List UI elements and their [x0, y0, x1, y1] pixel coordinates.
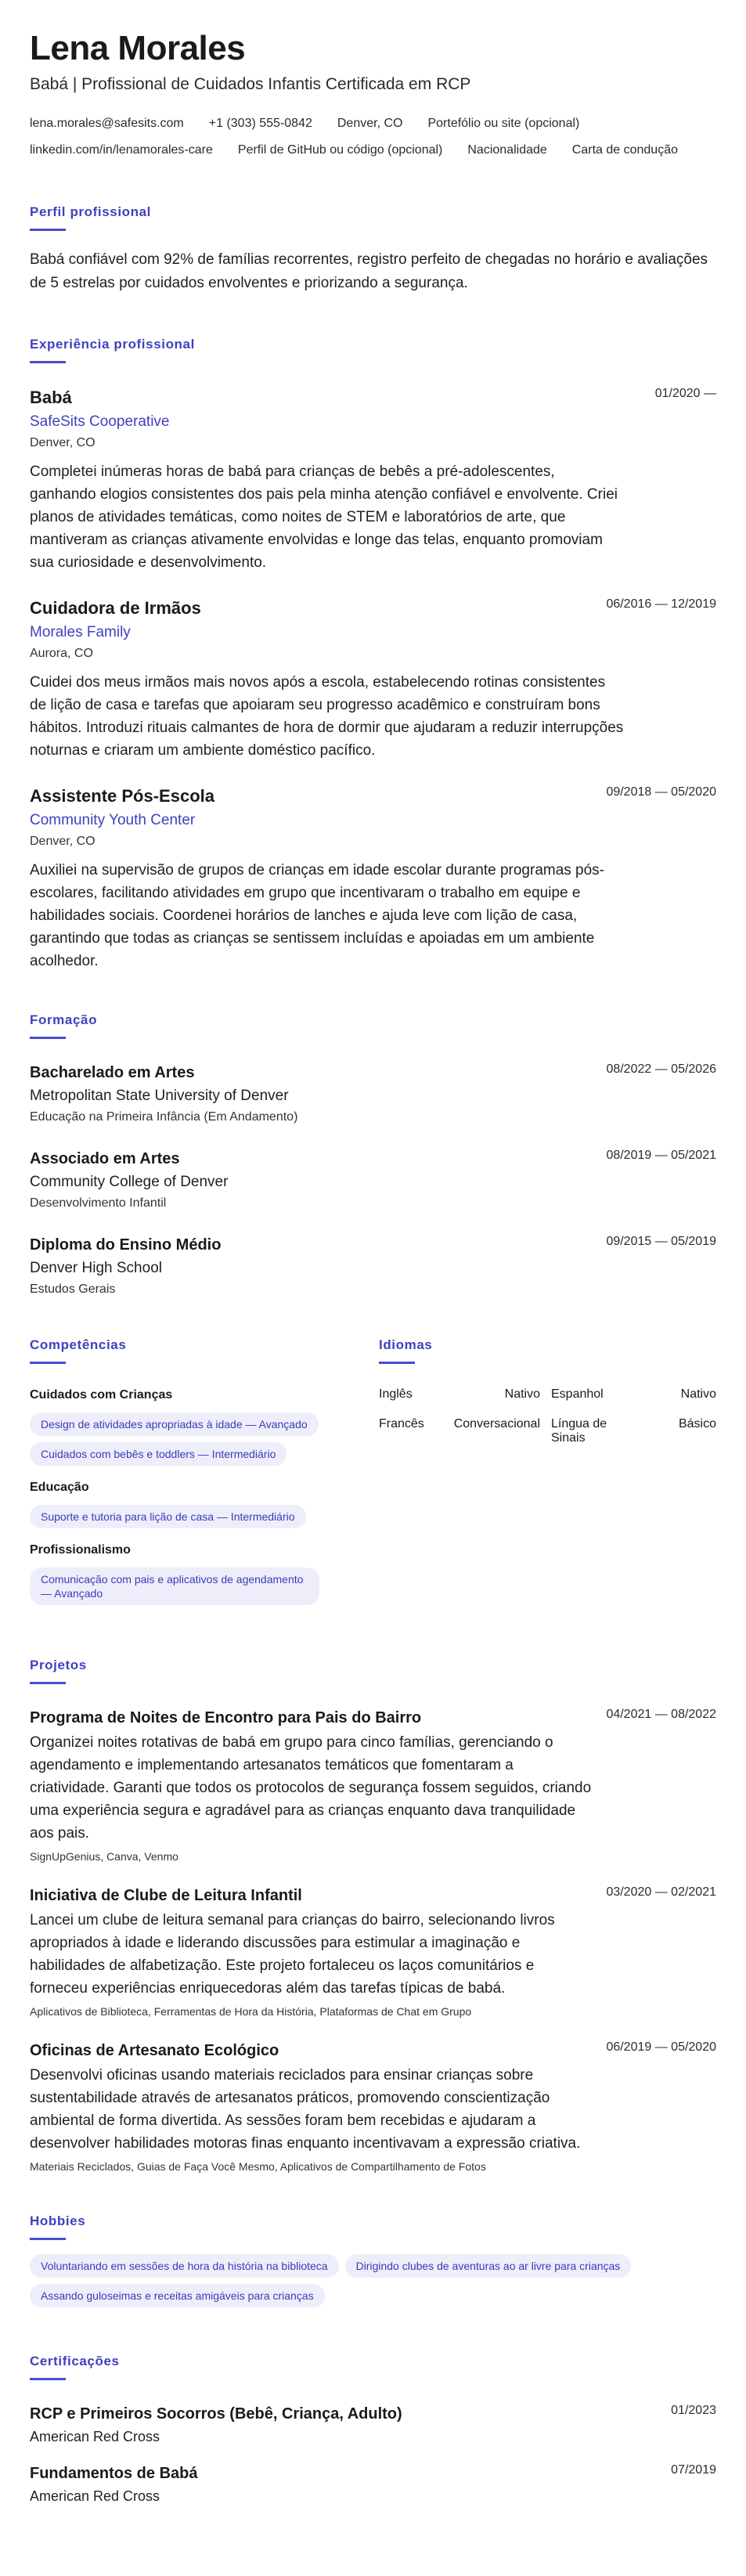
hobby-chips	[30, 2254, 703, 2314]
certification-entry	[30, 2463, 716, 2506]
education-entry	[30, 1063, 716, 1125]
language-level: Básico	[678, 1417, 716, 1431]
summary-text: Babá confiável com 92% de famílias recorrentes, registro perfeito de chegadas no horário e avaliações de 5 estrelas por cuidados envolventes e priorizando a segurança.	[30, 251, 708, 291]
skill-chip: Comunicação com pais e aplicativos de agendamento — Avançado	[30, 1568, 319, 1605]
section-title-projects: Projetos	[30, 1658, 87, 1672]
candidate-name: Lena Morales	[30, 29, 246, 67]
language-name: Língua de Sinais	[551, 1417, 607, 1445]
project-date: 06/2019 — 05/2020	[606, 2040, 716, 2054]
candidate-headline: Babá | Profissional de Cuidados Infantis Certificada em RCP	[30, 75, 471, 93]
section-divider	[30, 1362, 66, 1364]
experience-entry	[30, 785, 716, 972]
language-name: Francês	[379, 1417, 424, 1431]
skill-group-title: Cuidados com Crianças	[30, 1388, 173, 1402]
education-entry	[30, 1235, 716, 1297]
section-divider	[30, 229, 66, 231]
certification-issuer: American Red Cross	[30, 2488, 160, 2504]
contact-info	[30, 116, 716, 169]
hobbies-section	[30, 2213, 716, 2314]
contact-linkedin[interactable]: linkedin.com/in/lenamorales-care	[30, 143, 213, 157]
projects-section	[30, 1657, 716, 2174]
project-date: 03/2020 — 02/2021	[606, 1885, 716, 1899]
skill-group	[30, 1480, 379, 1535]
education-date: 08/2022 — 05/2026	[606, 1063, 716, 1076]
experience-title: Assistente Pós-Escola	[30, 786, 214, 806]
project-entry	[30, 2040, 716, 2174]
skills-languages-row	[30, 1337, 716, 1611]
skill-group-title: Profissionalismo	[30, 1543, 131, 1557]
section-title-languages: Idiomas	[379, 1337, 433, 1352]
project-description: Organizei noites rotativas de babá em grupo para cinco famílias, gerenciando o agendamento e implementando artesanatos temáticos que fomentaram a criatividade. Garanti que todos os protocolos de segurança fossem seguidos, criando uma experiência segura e agradável para as crianças enquanto dava tranquilidade aos pais.	[30, 1734, 592, 1842]
project-tools: Aplicativos de Biblioteca, Ferramentas de Hora da História, Plataformas de Chat em Grupo	[30, 2005, 472, 2018]
certification-issuer: American Red Cross	[30, 2429, 160, 2444]
section-title-summary: Perfil profissional	[30, 204, 151, 219]
project-description: Desenvolvi oficinas usando materiais reciclados para ensinar crianças sobre sustentabilidade através de artesanatos práticos, promovendo conscientização ambiental de forma divertida. As sessões foram bem recebidas e ajudaram a desenvolver habilidades motoras finas enquanto incentivavam a expressão criativa.	[30, 2067, 581, 2152]
skill-chips	[30, 1505, 379, 1535]
education-degree: Diploma do Ensino Médio	[30, 1236, 222, 1254]
certification-date: 07/2019	[671, 2463, 716, 2477]
section-title-skills: Competências	[30, 1337, 127, 1352]
experience-description: Auxiliei na supervisão de grupos de crianças em idade escolar durante programas pós-escolares, facilitando atividades em grupo que incentivaram o trabalho em equipe e habilidades sociais. Coordenei horários de lanches e ajuda leve com lição de casa, garantindo que todas as crianças se sentissem incluídas e apoiadas em um ambiente acolhedor.	[30, 862, 605, 969]
project-entry	[30, 1885, 716, 2019]
experience-location: Denver, CO	[30, 436, 96, 449]
education-section	[30, 1012, 716, 1297]
education-date: 08/2019 — 05/2021	[606, 1149, 716, 1162]
languages-section	[379, 1337, 716, 1611]
experience-date: 01/2020 —	[654, 387, 716, 400]
certifications-section	[30, 2353, 716, 2506]
section-divider	[30, 1682, 66, 1684]
contact-github[interactable]: Perfil de GitHub ou código (opcional)	[237, 143, 443, 157]
experience-location: Denver, CO	[30, 835, 96, 848]
project-tools: Materiais Reciclados, Guias de Faça Você Mesmo, Aplicativos de Compartilhamento de Fotos	[30, 2160, 486, 2173]
experience-section	[30, 336, 716, 972]
experience-date: 06/2016 — 12/2019	[606, 597, 716, 611]
language-level: Nativo	[680, 1387, 716, 1401]
experience-entry	[30, 597, 716, 762]
section-divider	[30, 361, 66, 363]
summary-section	[30, 204, 716, 295]
contact-driving-license: Carta de condução	[571, 143, 678, 157]
skill-chip: Cuidados com bebês e toddlers — Intermediário	[30, 1442, 287, 1466]
section-divider	[30, 2378, 66, 2380]
experience-org: Morales Family	[30, 624, 131, 640]
contact-location: Denver, CO	[337, 117, 403, 130]
skill-chip: Suporte e tutoria para lição de casa — Intermediário	[30, 1505, 306, 1528]
contact-email[interactable]: lena.morales@safesits.com	[30, 117, 184, 130]
certification-name: RCP e Primeiros Socorros (Bebê, Criança, Adulto)	[30, 2405, 402, 2423]
project-title: Oficinas de Artesanato Ecológico	[30, 2042, 279, 2059]
certification-date: 01/2023	[671, 2404, 716, 2417]
hobby-chip: Assando guloseimas e receitas amigáveis para crianças	[30, 2284, 325, 2307]
skills-section	[30, 1337, 379, 1611]
language-level: Conversacional	[453, 1417, 540, 1431]
experience-org: SafeSits Cooperative	[30, 413, 170, 430]
skill-chips	[30, 1568, 379, 1611]
hobby-chip: Voluntariando em sessões de hora da história na biblioteca	[30, 2254, 339, 2278]
project-tools: SignUpGenius, Canva, Venmo	[30, 1850, 178, 1863]
skill-group	[30, 1387, 379, 1472]
skill-group-title: Educação	[30, 1481, 89, 1494]
section-title-education: Formação	[30, 1012, 98, 1027]
project-title: Iniciativa de Clube de Leitura Infantil	[30, 1887, 302, 1904]
experience-entry	[30, 387, 716, 574]
experience-description: Cuidei dos meus irmãos mais novos após a escola, estabelecendo rotinas consistentes de lição de casa e tarefas que apoiaram seu progresso acadêmico e construíram bons hábitos. Introduzi rituais calmantes de hora de dormir que ajudaram a reduzir interrupções noturnas e criaram um ambiente doméstico pacífico.	[30, 674, 624, 759]
experience-date: 09/2018 — 05/2020	[606, 785, 716, 799]
certification-entry	[30, 2404, 716, 2446]
project-date: 04/2021 — 08/2022	[606, 1708, 716, 1721]
project-entry	[30, 1708, 716, 1863]
section-title-certifications: Certificações	[30, 2354, 120, 2369]
section-divider	[379, 1362, 415, 1364]
education-area: Educação na Primeira Infância (Em Andamento)	[30, 1110, 298, 1124]
education-school: Metropolitan State University of Denver	[30, 1088, 289, 1104]
section-title-experience: Experiência profissional	[30, 337, 195, 352]
experience-description: Completei inúmeras horas de babá para crianças de bebês a pré-adolescentes, ganhando elogios consistentes dos pais pela minha atenção confiável e envolvente. Criei planos de atividades temáticas, como noites de STEM e laboratórios de arte, que mantiveram as crianças ativamente envolvidas e longe das telas, enquanto promoviam sua curiosidade e desenvolvimento.	[30, 464, 618, 571]
experience-location: Aurora, CO	[30, 647, 93, 660]
skill-group	[30, 1542, 379, 1611]
contact-portfolio[interactable]: Portefólio ou site (opcional)	[427, 117, 580, 130]
education-area: Estudos Gerais	[30, 1283, 116, 1296]
project-title: Programa de Noites de Encontro para Pais do Bairro	[30, 1709, 422, 1726]
experience-org: Community Youth Center	[30, 812, 196, 828]
section-title-hobbies: Hobbies	[30, 2213, 86, 2228]
education-degree: Associado em Artes	[30, 1150, 180, 1167]
certification-name: Fundamentos de Babá	[30, 2465, 198, 2482]
section-divider	[30, 2238, 66, 2240]
education-degree: Bacharelado em Artes	[30, 1064, 195, 1081]
education-school: Denver High School	[30, 1260, 162, 1276]
skill-chips	[30, 1412, 379, 1472]
language-name: Espanhol	[551, 1387, 604, 1401]
hobby-chip: Dirigindo clubes de aventuras ao ar livre para crianças	[345, 2254, 632, 2278]
education-date: 09/2015 — 05/2019	[606, 1235, 716, 1248]
section-divider	[30, 1037, 66, 1039]
language-level: Nativo	[504, 1387, 540, 1401]
experience-title: Babá	[30, 388, 72, 407]
contact-nationality: Nacionalidade	[467, 143, 547, 157]
education-entry	[30, 1149, 716, 1211]
experience-title: Cuidadora de Irmãos	[30, 598, 201, 618]
contact-phone[interactable]: +1 (303) 555-0842	[208, 117, 312, 130]
education-area: Desenvolvimento Infantil	[30, 1196, 167, 1210]
education-school: Community College of Denver	[30, 1174, 229, 1190]
project-description: Lancei um clube de leitura semanal para crianças do bairro, selecionando livros apropriados à idade e liderando discussões para estimular a imaginação e habilidades de alfabetização. Este projeto fortaleceu os laços comunitários e forneceu experiências enriquecedoras além das tarefas típicas de babá.	[30, 1912, 555, 1997]
languages-list	[379, 1387, 716, 1445]
language-name: Inglês	[379, 1387, 413, 1401]
skill-chip: Design de atividades apropriadas à idade — Avançado	[30, 1412, 319, 1436]
